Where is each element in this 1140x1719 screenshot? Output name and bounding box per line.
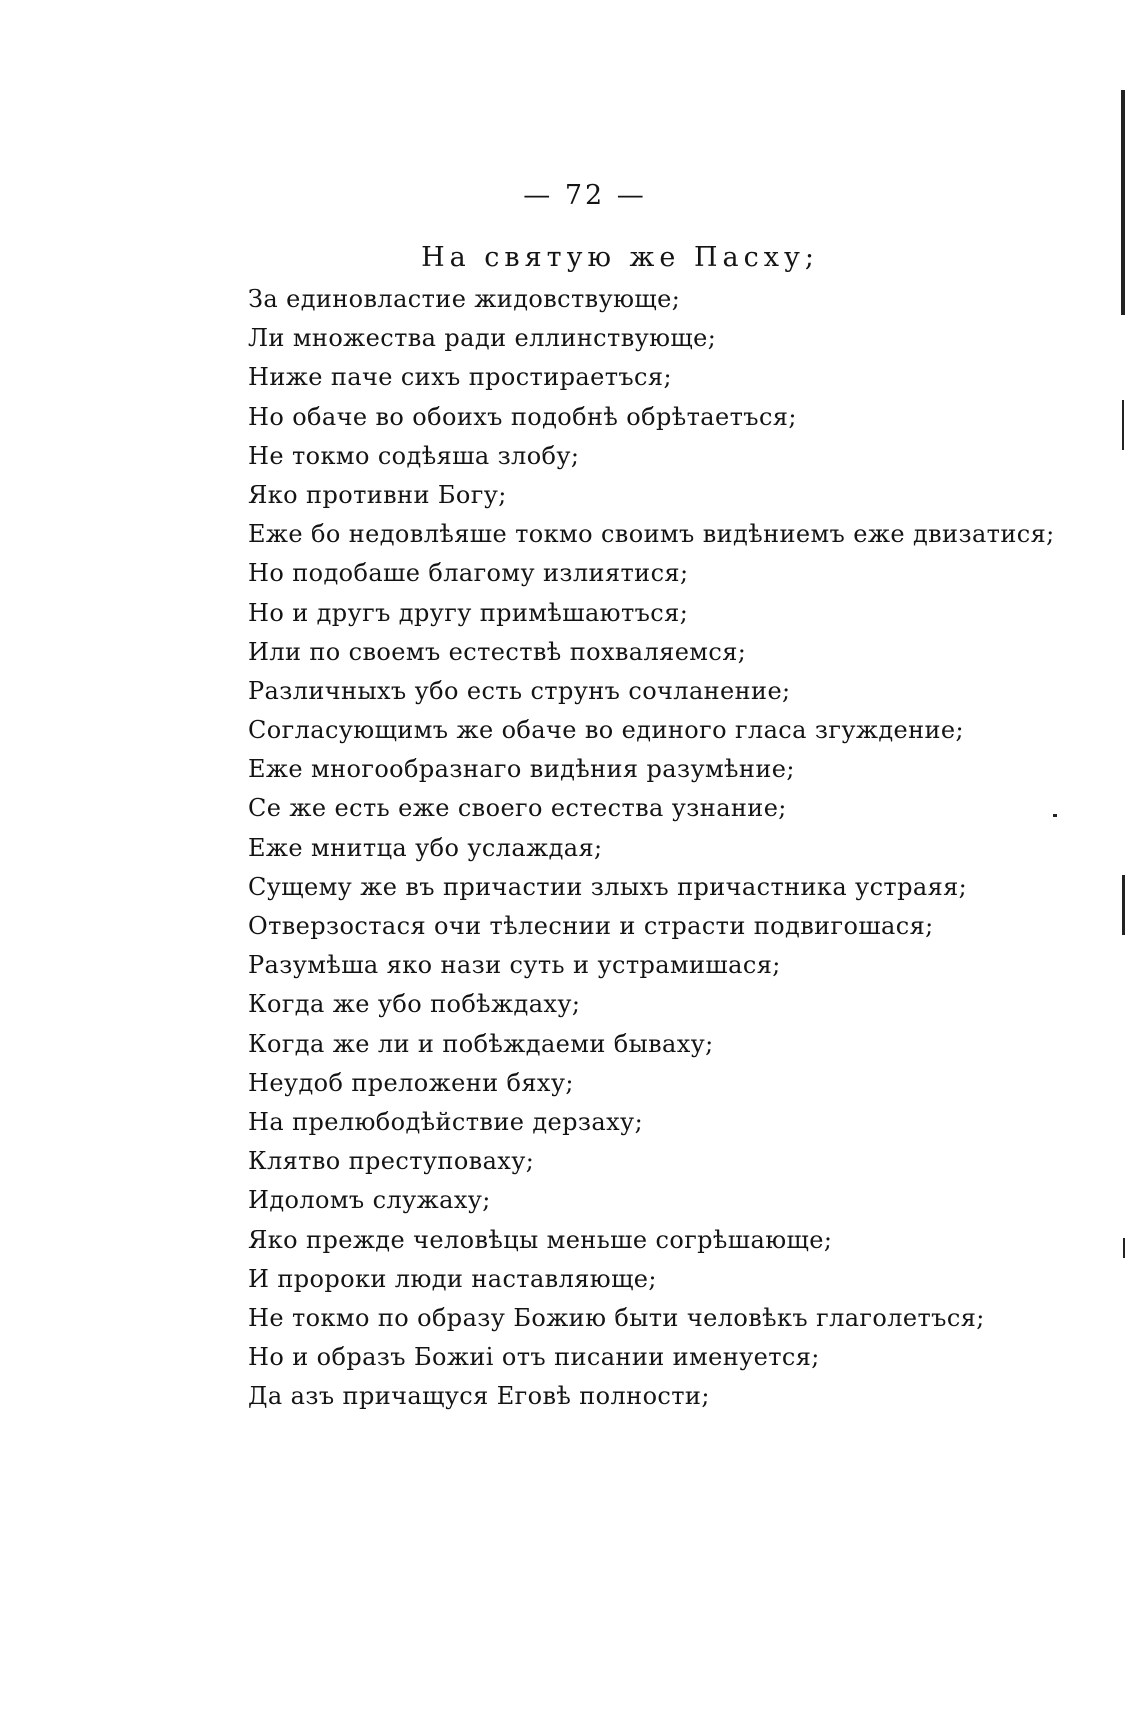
- verse-line: Да азъ причащуся Еговѣ полности;: [248, 1382, 710, 1411]
- verse-line: Неудоб преложени бяху;: [248, 1068, 574, 1097]
- verse-line: Ли множества ради еллинствующе;: [248, 324, 717, 353]
- scan-artifact: [1123, 1238, 1125, 1258]
- verse-line: Но обаче во обоихъ подобнѣ обрѣтаетъся;: [248, 402, 797, 431]
- verse-line: На прелюбодѣйствие дерзаху;: [248, 1107, 644, 1136]
- verse-line: Или по своемъ естествѣ похваляемся;: [248, 637, 747, 666]
- verse-line: Се же есть еже своего естества узнание;: [248, 794, 787, 823]
- verse-line: Отверзостася очи тѣлеснии и страсти подвигошася;: [248, 912, 934, 940]
- verse-line: Яко прежде человѣцы меньше согрѣшающе;: [248, 1225, 833, 1254]
- verse-line: Клятво преступоваху;: [248, 1147, 535, 1176]
- page-number: — 72 —: [523, 180, 647, 211]
- verse-line: Различныхъ убо есть струнъ сочланение;: [248, 676, 791, 705]
- verse-line: Еже мнитца убо услаждая;: [248, 833, 603, 862]
- verse-line: Когда же убо побѣждаху;: [248, 990, 581, 1019]
- verse-line: Не токмо по образу Божию быти человѣкъ глаголетъся;: [248, 1303, 985, 1332]
- verse-line: Идоломъ служаху;: [248, 1186, 491, 1215]
- scan-artifact: [1053, 814, 1057, 817]
- section-heading: На святую же Пасху;: [421, 242, 819, 273]
- verse-line: Разумѣша яко нази суть и устрамишася;: [248, 951, 781, 980]
- verse-line: Еже бо недовлѣяше токмо своимъ видѣниемъ еже двизатися;: [248, 520, 1055, 549]
- verse-line: Но и образъ Божиі отъ писании именуется;: [248, 1343, 820, 1372]
- verse-line: Когда же ли и побѣждаеми бываху;: [248, 1029, 714, 1058]
- verse-line: Яко противни Богу;: [248, 480, 507, 509]
- verse-line: Сущему же въ причастии злыхъ причастника устраяя;: [248, 872, 968, 901]
- scan-artifact: [1121, 90, 1125, 315]
- scan-artifact: [1122, 400, 1124, 450]
- scan-artifact: [1122, 875, 1125, 935]
- verse-line: За единовластие жидовствующе;: [248, 285, 681, 313]
- verse-line: Еже многообразнаго видѣния разумѣние;: [248, 755, 795, 784]
- verse-line: Но подобаше благому излиятися;: [248, 559, 689, 588]
- verse-line: Но и другъ другу примѣшаютъся;: [248, 598, 689, 627]
- verse-line: Ниже паче сихъ простираетъся;: [248, 363, 672, 392]
- verse-line: Не токмо содѣяша злобу;: [248, 441, 580, 470]
- verse-lines: [248, 280, 1108, 1416]
- verse-line: Согласующимъ же обаче во единого гласа згуждение;: [248, 716, 964, 745]
- verse-line: И пророки люди наставляюще;: [248, 1264, 657, 1293]
